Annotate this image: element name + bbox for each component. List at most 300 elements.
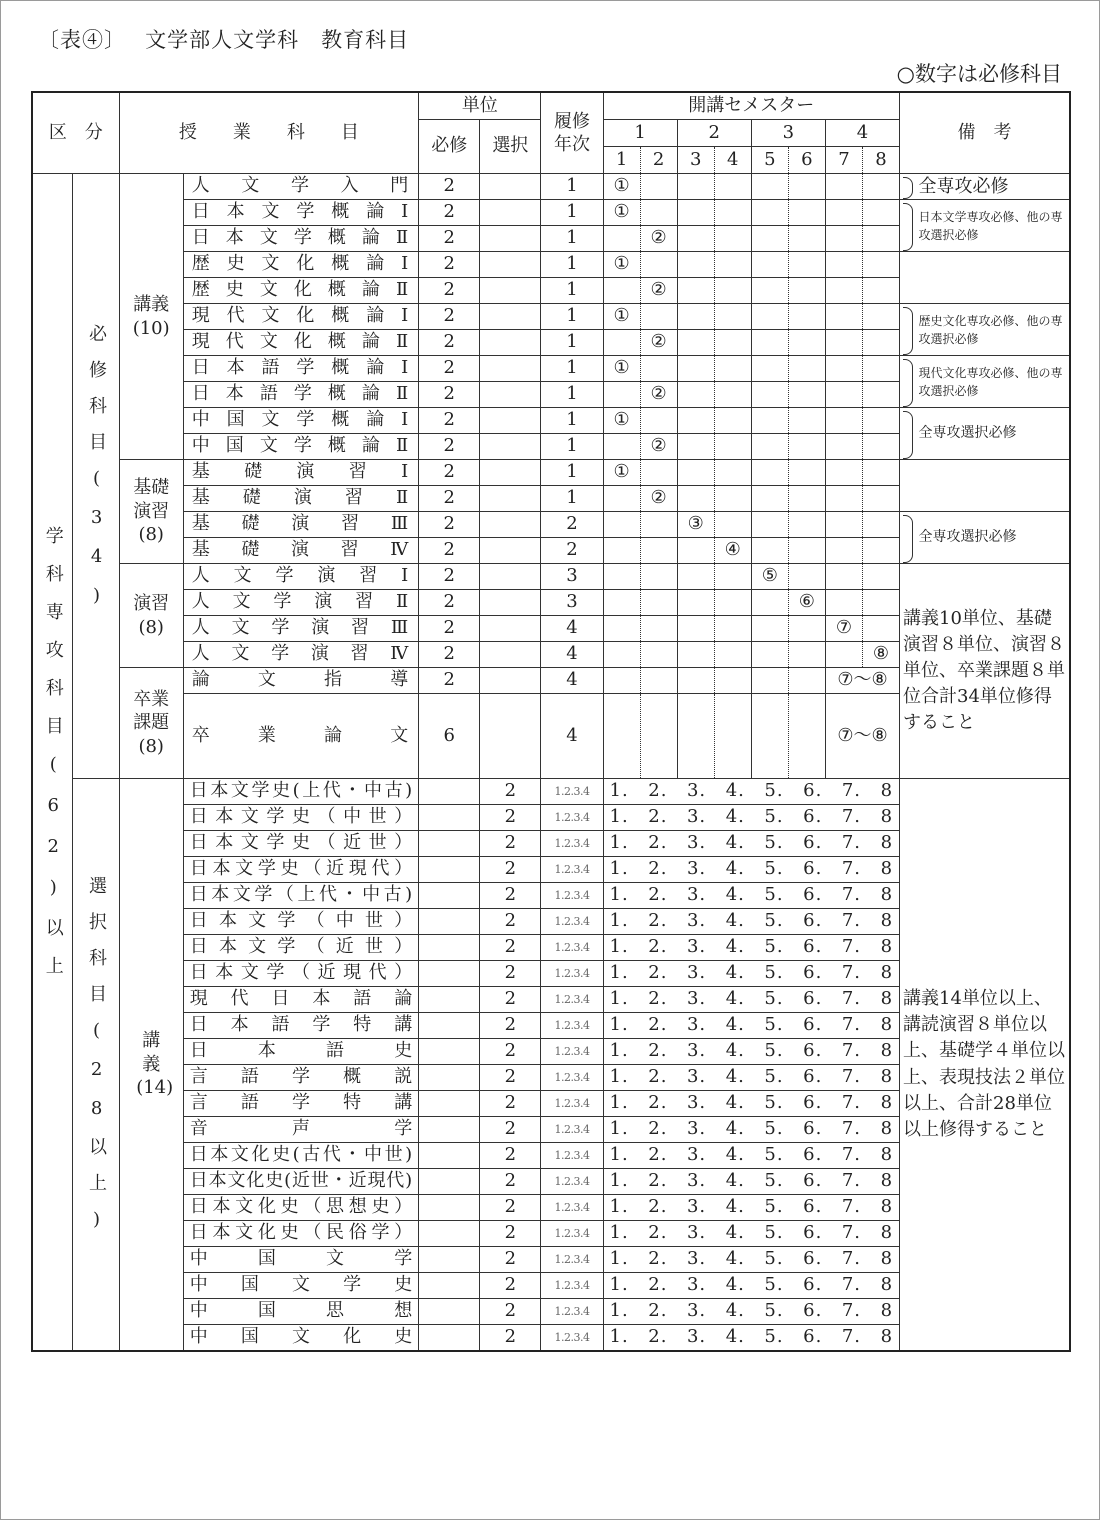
semester-cell [788,408,825,434]
semester-range: 1. 2. 3. 4. 5. 6. 7. 8 [603,1247,900,1273]
course-year: 1.2.3.4 [541,883,603,909]
category-thesis: 卒業課題(8) [119,668,183,779]
course-name: 現代文化概論Ⅰ [183,304,418,330]
course-year: 1 [541,304,603,330]
course-year: 1.2.3.4 [541,1169,603,1195]
course-year: 1.2.3.4 [541,831,603,857]
semester-cell [862,174,899,200]
course-year: 1.2.3.4 [541,1325,603,1352]
semester-cell [714,694,751,779]
semester-cell [603,226,640,252]
semester-mark: ① [603,252,640,278]
semester-range: 1. 2. 3. 4. 5. 6. 7. 8 [603,909,900,935]
course-name: 言語学概説 [183,1065,418,1091]
semester-mark: ② [640,226,677,252]
semester-range: 1. 2. 3. 4. 5. 6. 7. 8 [603,1273,900,1299]
major-category: 学科専攻科目(62)以上 [32,174,72,1352]
semester-cell [825,304,862,330]
semester-mark: ⑧ [862,642,899,668]
course-name: 日本文学史（近現代） [183,857,418,883]
course-year: 1.2.3.4 [541,805,603,831]
course-name: 日本文学概論Ⅱ [183,226,418,252]
course-year: 4 [541,694,603,779]
semester-cell [788,668,825,694]
semester-range: 1. 2. 3. 4. 5. 6. 7. 8 [603,1143,900,1169]
semester-range: 1. 2. 3. 4. 5. 6. 7. 8 [603,831,900,857]
course-name: 歴史文化概論Ⅱ [183,278,418,304]
remark-japanese-literature: 日本文学専攻必修、他の専攻選択必修 [918,209,1063,242]
required-credits: 2 [419,642,480,668]
page-title: 〔表④〕 文学部人文学科 教育科目 [38,28,410,52]
semester-cell [862,330,899,356]
header-year-3: 3 [751,120,825,147]
semester-cell [751,512,788,538]
course-name: 人文学入門 [183,174,418,200]
semester-cell [714,590,751,616]
semester-cell [603,642,640,668]
course-name: 言語学特講 [183,1091,418,1117]
elective-credits [480,174,541,200]
elective-credits: 2 [480,1091,541,1117]
semester-cell [640,538,677,564]
semester-cell [788,174,825,200]
semester-cell [825,278,862,304]
semester-mark: ② [640,278,677,304]
course-name: 人文学演習Ⅰ [183,564,418,590]
semester-cell [603,668,640,694]
semester-cell [788,564,825,590]
semester-cell [714,408,751,434]
semester-range: 1. 2. 3. 4. 5. 6. 7. 8 [603,1091,900,1117]
remark-modern-culture: 現代文化専攻必修、他の専攻選択必修 [918,365,1063,398]
semester-cell [751,226,788,252]
course-year: 1.2.3.4 [541,1247,603,1273]
semester-cell [788,200,825,226]
semester-cell [714,278,751,304]
semester-mark: ③ [677,512,714,538]
table-row [32,174,1070,200]
elective-credits: 2 [480,961,541,987]
elective-credits [480,278,541,304]
elective-credits: 2 [480,1169,541,1195]
semester-cell [862,616,899,642]
course-year: 4 [541,642,603,668]
semester-mark: ① [603,460,640,486]
course-name: 日本文化史(近世・近現代) [183,1169,418,1195]
elective-credits [480,694,541,779]
semester-mark: ① [603,408,640,434]
semester-cell [751,408,788,434]
course-year: 1 [541,278,603,304]
elective-credits: 2 [480,779,541,805]
elective-credits: 2 [480,1247,541,1273]
semester-cell [677,356,714,382]
semester-range: 1. 2. 3. 4. 5. 6. 7. 8 [603,1221,900,1247]
semester-cell [677,590,714,616]
course-year: 1.2.3.4 [541,1091,603,1117]
semester-cell [751,668,788,694]
required-credits: 2 [419,304,480,330]
required-credits: 2 [419,252,480,278]
course-year: 1 [541,174,603,200]
elective-credits: 2 [480,805,541,831]
course-name: 日本文化史(古代・中世) [183,1143,418,1169]
semester-mark: ⑦ [825,616,862,642]
semester-cell [788,616,825,642]
course-year: 1.2.3.4 [541,987,603,1013]
remarks-cell [900,252,1070,304]
semester-cell [714,512,751,538]
course-name: 中国文学 [183,1247,418,1273]
semester-cell [677,408,714,434]
semester-cell [751,200,788,226]
semester-cell [640,668,677,694]
required-credits [419,935,480,961]
required-credits: 2 [419,486,480,512]
required-credits: 2 [419,616,480,642]
semester-mark: ⑦～⑧ [825,694,899,779]
semester-cell [603,512,640,538]
semester-range: 1. 2. 3. 4. 5. 6. 7. 8 [603,779,900,805]
semester-cell [677,694,714,779]
header-year-2: 2 [677,120,751,147]
elective-credits: 2 [480,1195,541,1221]
semester-cell [788,694,825,779]
semester-cell [677,460,714,486]
required-credits: 6 [419,694,480,779]
course-name: 人文学演習Ⅳ [183,642,418,668]
semester-cell [603,590,640,616]
semester-cell [751,252,788,278]
course-year: 1.2.3.4 [541,1299,603,1325]
semester-cell [788,382,825,408]
course-year: 1 [541,226,603,252]
course-name: 日本語学概論Ⅱ [183,382,418,408]
elective-credits: 2 [480,1143,541,1169]
required-credits: 2 [419,512,480,538]
required-credits: 2 [419,434,480,460]
category-basic-seminar: 基礎演習(8) [119,460,183,564]
semester-cell [714,356,751,382]
course-year: 1.2.3.4 [541,1013,603,1039]
course-name: 日本語学特講 [183,1013,418,1039]
course-year: 1 [541,486,603,512]
semester-mark: ① [603,304,640,330]
elective-credits [480,200,541,226]
semester-cell [603,278,640,304]
semester-cell [603,694,640,779]
semester-range: 1. 2. 3. 4. 5. 6. 7. 8 [603,1325,900,1352]
course-year: 1.2.3.4 [541,1143,603,1169]
semester-mark: ② [640,330,677,356]
semester-cell [640,252,677,278]
elective-credits: 2 [480,1273,541,1299]
semester-cell [751,304,788,330]
semester-cell [603,564,640,590]
header-sem-4: 4 [714,147,751,174]
elective-credits [480,564,541,590]
elective-group: 選択科目(28以上) [72,779,119,1352]
elective-credits: 2 [480,831,541,857]
semester-range: 1. 2. 3. 4. 5. 6. 7. 8 [603,1013,900,1039]
semester-cell [862,278,899,304]
required-credits: 2 [419,330,480,356]
required-credits [419,1013,480,1039]
elective-credits [480,460,541,486]
semester-range: 1. 2. 3. 4. 5. 6. 7. 8 [603,1065,900,1091]
course-year: 1.2.3.4 [541,1273,603,1299]
remark-history-culture-brace [903,307,913,355]
semester-mark: ① [603,356,640,382]
course-name: 人文学演習Ⅲ [183,616,418,642]
semester-cell [640,174,677,200]
semester-cell [825,590,862,616]
semester-cell [677,668,714,694]
semester-cell [677,564,714,590]
header-kubun: 区 分 [32,92,119,174]
semester-mark: ④ [714,538,751,564]
remark-chinese-literature-brace [903,411,913,459]
semester-range: 1. 2. 3. 4. 5. 6. 7. 8 [603,987,900,1013]
table-row [32,252,1070,278]
required-credits: 2 [419,200,480,226]
semester-cell [714,200,751,226]
course-name: 音声学 [183,1117,418,1143]
category-seminar: 演習(8) [119,564,183,668]
semester-mark: ② [640,486,677,512]
elective-credits [480,356,541,382]
elective-credits [480,252,541,278]
elective-credits [480,226,541,252]
semester-cell [714,252,751,278]
elective-credits [480,434,541,460]
semester-range: 1. 2. 3. 4. 5. 6. 7. 8 [603,935,900,961]
semester-cell [788,252,825,278]
elective-credits [480,512,541,538]
table-row [32,460,1070,486]
remark-japanese-literature-brace [903,203,913,251]
header-sem-7: 7 [825,147,862,174]
course-year: 4 [541,668,603,694]
required-credits [419,909,480,935]
required-credits: 2 [419,564,480,590]
header-sem-3: 3 [677,147,714,174]
semester-cell [677,616,714,642]
elective-credits [480,304,541,330]
semester-cell [825,252,862,278]
semester-cell [751,356,788,382]
semester-cell [862,434,899,460]
semester-cell [862,564,899,590]
course-name: 論文指導 [183,668,418,694]
elective-credits: 2 [480,1065,541,1091]
semester-cell [603,538,640,564]
semester-cell [825,226,862,252]
semester-cell [677,252,714,278]
course-name: 日本文学（近世） [183,935,418,961]
semester-cell [677,304,714,330]
elective-credits [480,668,541,694]
course-name: 基礎演習Ⅱ [183,486,418,512]
course-year: 1.2.3.4 [541,779,603,805]
remark-modern-culture-brace [903,359,913,407]
semester-cell [603,616,640,642]
semester-cell [714,564,751,590]
semester-cell [825,538,862,564]
category-lecture: 講義(10) [119,174,183,460]
course-year: 1.2.3.4 [541,1065,603,1091]
semester-cell [640,200,677,226]
semester-cell [603,434,640,460]
remarks-cell [900,460,1070,512]
semester-cell [751,616,788,642]
semester-cell [788,356,825,382]
semester-cell [862,200,899,226]
semester-cell [788,512,825,538]
required-credits [419,1221,480,1247]
remarks-cell: 講義10単位、基礎演習８単位、演習８単位、卒業課題８単位合計34単位修得すること [900,564,1070,779]
course-year: 1 [541,434,603,460]
semester-cell [677,434,714,460]
course-name: 卒業論文 [183,694,418,779]
semester-cell [677,486,714,512]
required-credits: 2 [419,356,480,382]
semester-cell [788,304,825,330]
required-credits [419,1039,480,1065]
required-credits: 2 [419,460,480,486]
required-credits [419,1299,480,1325]
semester-cell [825,434,862,460]
course-name: 中国文化史 [183,1325,418,1352]
course-year: 4 [541,616,603,642]
semester-cell [788,642,825,668]
header-sem-5: 5 [751,147,788,174]
semester-cell [677,330,714,356]
elective-credits: 2 [480,883,541,909]
semester-cell [825,512,862,538]
semester-cell [714,330,751,356]
semester-cell [788,226,825,252]
course-name: 日本文化史（民俗学） [183,1221,418,1247]
course-year: 3 [541,564,603,590]
curriculum-table [31,91,1071,1352]
semester-cell [751,278,788,304]
semester-cell [751,330,788,356]
course-year: 1.2.3.4 [541,909,603,935]
semester-cell [640,642,677,668]
semester-cell [714,486,751,512]
header-subject: 授 業 科 目 [119,92,419,174]
elective-credits [480,642,541,668]
required-credits: 2 [419,226,480,252]
remarks-elective: 講義14単位以上、講読演習８単位以上、基礎学４単位以上、表現技法２単位以上、合計28単位以上修得すること [900,779,1070,1352]
course-year: 1 [541,356,603,382]
course-name: 歴史文化概論Ⅰ [183,252,418,278]
header-sem-2: 2 [640,147,677,174]
course-year: 1.2.3.4 [541,935,603,961]
table-row [32,356,1070,382]
semester-cell [751,590,788,616]
semester-cell [862,252,899,278]
elective-credits: 2 [480,935,541,961]
remark-basic-seminar-brace [903,515,913,563]
semester-cell [751,434,788,460]
elective-credits: 2 [480,1117,541,1143]
elective-credits [480,538,541,564]
required-credits: 2 [419,590,480,616]
required-credits [419,1169,480,1195]
semester-cell [640,460,677,486]
semester-cell [788,538,825,564]
header-semester: 開講セメスター [603,92,900,120]
semester-cell [751,538,788,564]
table-row [32,564,1070,590]
semester-cell [714,642,751,668]
semester-cell [862,538,899,564]
semester-cell [640,356,677,382]
semester-cell [751,694,788,779]
semester-cell [603,486,640,512]
semester-range: 1. 2. 3. 4. 5. 6. 7. 8 [603,1169,900,1195]
header-required: 必修 [419,120,480,174]
required-credits: 2 [419,408,480,434]
table-row [32,200,1070,226]
required-credits: 2 [419,668,480,694]
course-year: 1.2.3.4 [541,961,603,987]
course-name: 基礎演習Ⅲ [183,512,418,538]
required-credits [419,1117,480,1143]
semester-mark: ⑦～⑧ [825,668,899,694]
elective-credits [480,616,541,642]
legend-note: ○数字は必修科目 [896,62,1062,86]
semester-cell [751,486,788,512]
course-year: 1 [541,382,603,408]
course-name: 日本文学（近現代） [183,961,418,987]
semester-cell [862,356,899,382]
semester-range: 1. 2. 3. 4. 5. 6. 7. 8 [603,961,900,987]
course-year: 1 [541,408,603,434]
required-credits [419,805,480,831]
table-row [32,304,1070,330]
course-year: 2 [541,512,603,538]
semester-cell [677,278,714,304]
table-row [32,408,1070,434]
course-name: 中国文学概論Ⅰ [183,408,418,434]
course-year: 1.2.3.4 [541,1117,603,1143]
semester-cell [825,486,862,512]
required-credits [419,1325,480,1352]
semester-cell [640,512,677,538]
semester-cell [862,460,899,486]
semester-cell [714,382,751,408]
course-year: 1 [541,252,603,278]
semester-cell [825,382,862,408]
course-name: 日本語史 [183,1039,418,1065]
course-year: 2 [541,538,603,564]
semester-mark: ② [640,434,677,460]
semester-cell [677,642,714,668]
semester-cell [751,174,788,200]
table-row [32,779,1070,805]
required-credits: 2 [419,278,480,304]
elective-credits [480,330,541,356]
elective-credits: 2 [480,1013,541,1039]
required-credits [419,1247,480,1273]
header-year: 履修年次 [541,92,603,174]
semester-cell [677,382,714,408]
elective-credits: 2 [480,1325,541,1352]
course-year: 1.2.3.4 [541,1039,603,1065]
